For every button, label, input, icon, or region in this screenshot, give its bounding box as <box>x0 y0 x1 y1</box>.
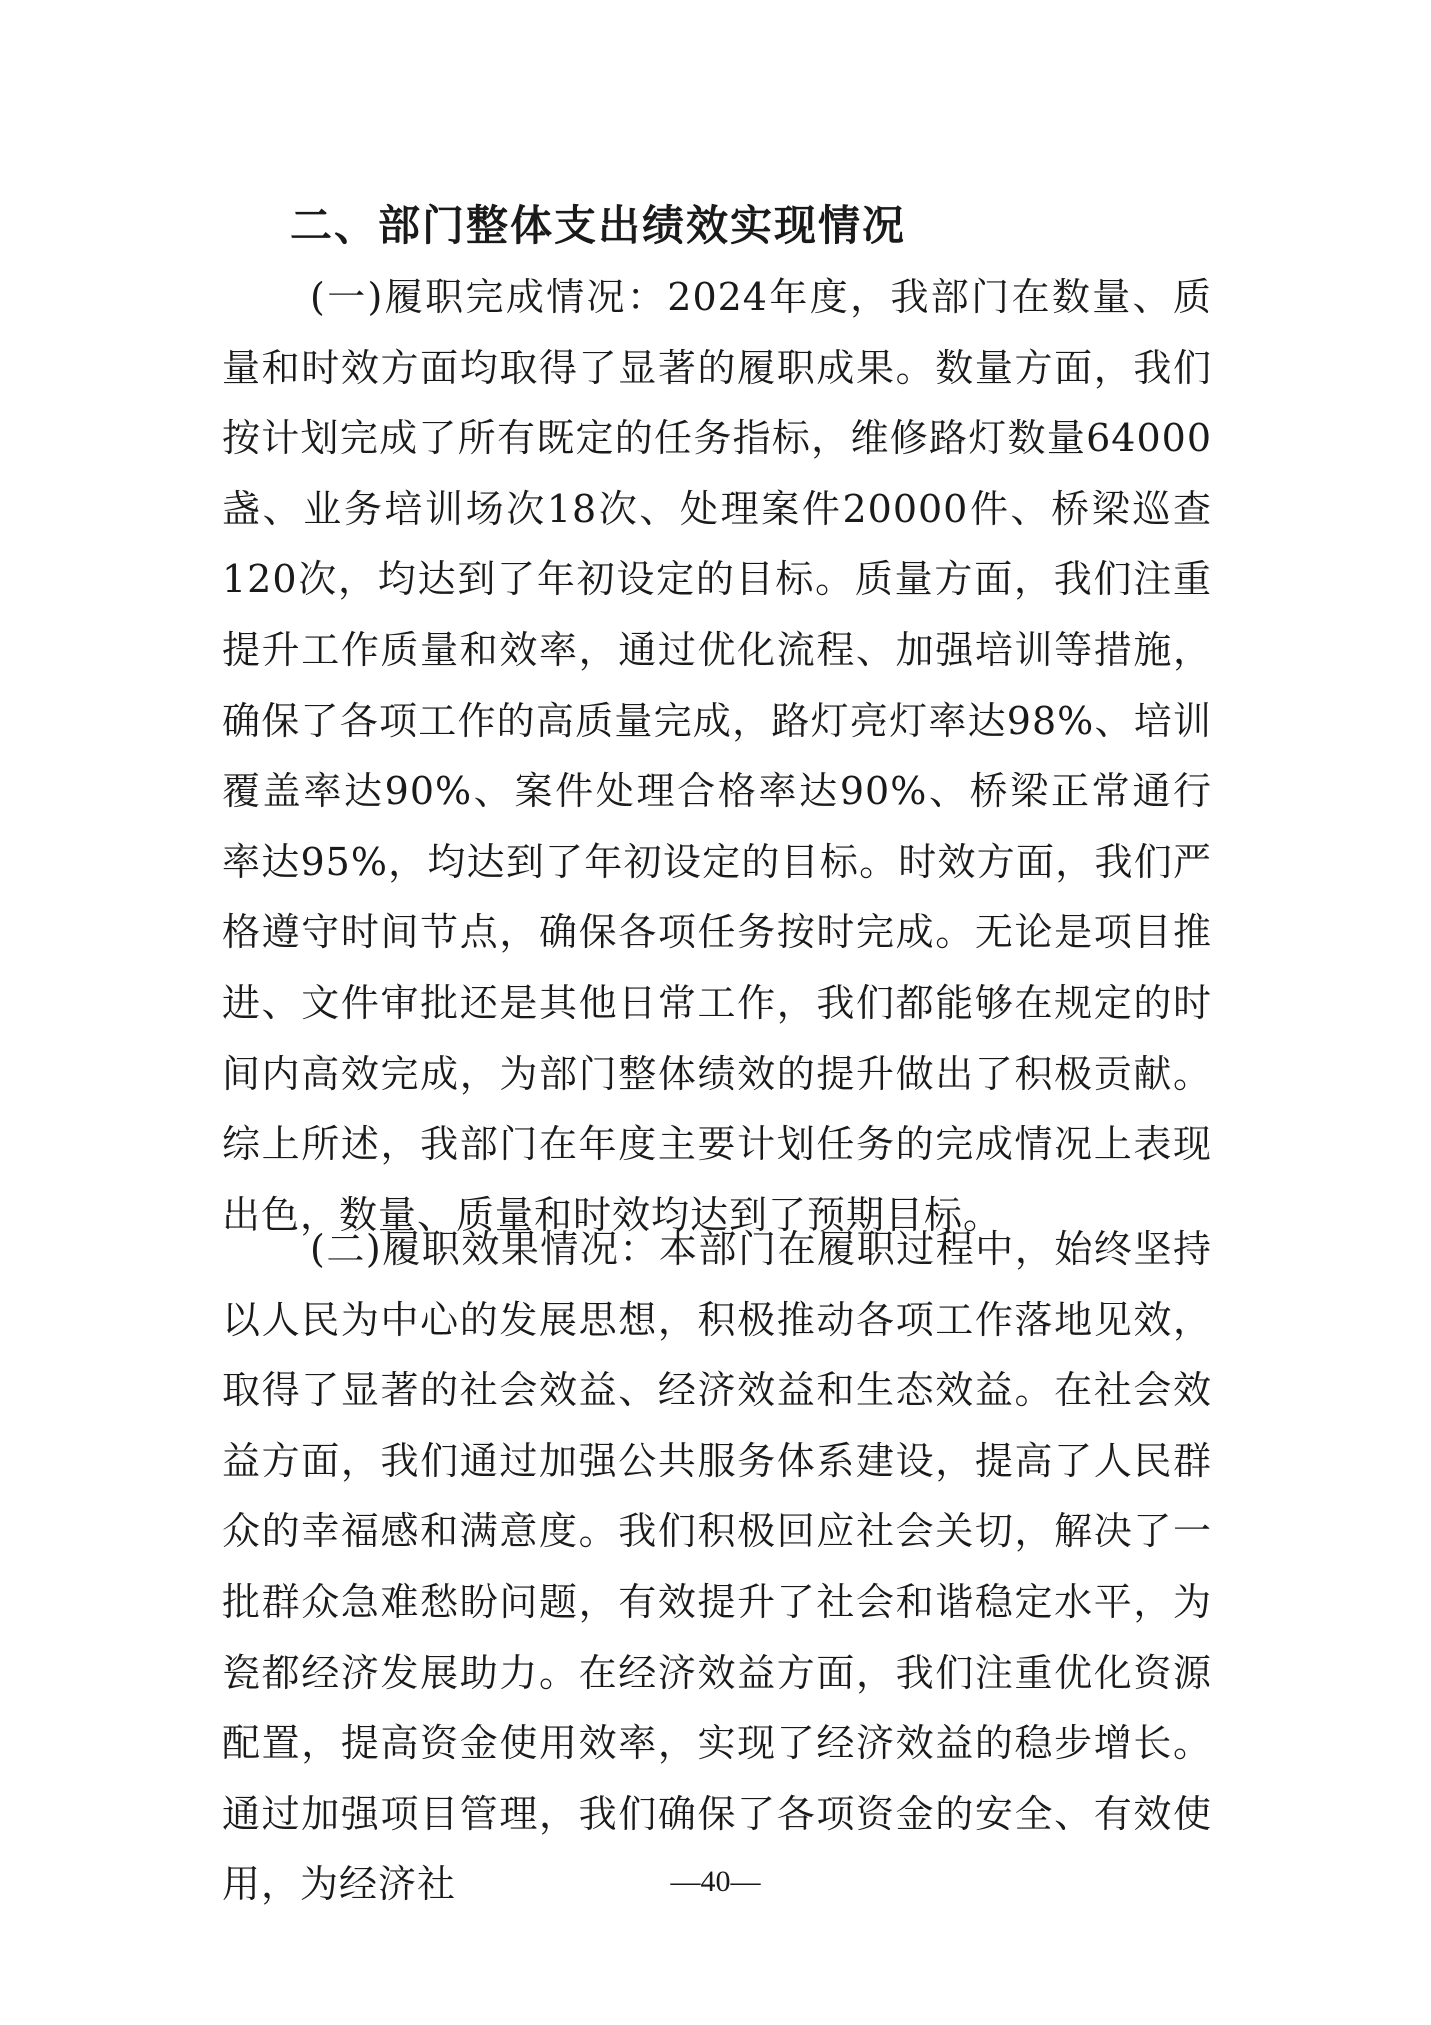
page-number: —40— <box>670 1865 761 1898</box>
paragraph-performance-completion: (一)履职完成情况：2024年度，我部门在数量、质量和时效方面均取得了显著的履职成果。数量方面，我们按计划完成了所有既定的任务指标，维修路灯数量64000盏、业务培训场次18次、处理案件20000件、桥梁巡查120次，均达到了年初设定的目标。质量方面，我们注重提升工作质量和效率，通过优化流程、加强培训等措施，确保了各项工作的高质量完成，路灯亮灯率达98%、培训覆盖率达90%、案件处理合格率达90%、桥梁正常通行率达95%，均达到了年初设定的目标。时效方面，我们严格遵守时间节点，确保各项任务按时完成。无论是项目推进、文件审批还是其他日常工作，我们都能够在规定的时间内高效完成，为部门整体绩效的提升做出了积极贡献。综上所述，我部门在年度主要计划任务的完成情况上表现出色，数量、质量和时效均达到了预期目标。 <box>222 275 1212 1237</box>
paragraph-performance-effect: (二)履职效果情况：本部门在履职过程中，始终坚持以人民为中心的发展思想，积极推动各项工作落地见效，取得了显著的社会效益、经济效益和生态效益。在社会效益方面，我们通过加强公共服务体系建设，提高了人民群众的幸福感和满意度。我们积极回应社会关切，解决了一批群众急难愁盼问题，有效提升了社会和谐稳定水平，为瓷都经济发展助力。在经济效益方面，我们注重优化资源配置，提高资金使用效率，实现了经济效益的稳步增长。通过加强项目管理，我们确保了各项资金的安全、有效使用，为经济社 <box>222 1227 1212 1907</box>
section-heading: 二、部门整体支出绩效实现情况 <box>290 201 907 250</box>
